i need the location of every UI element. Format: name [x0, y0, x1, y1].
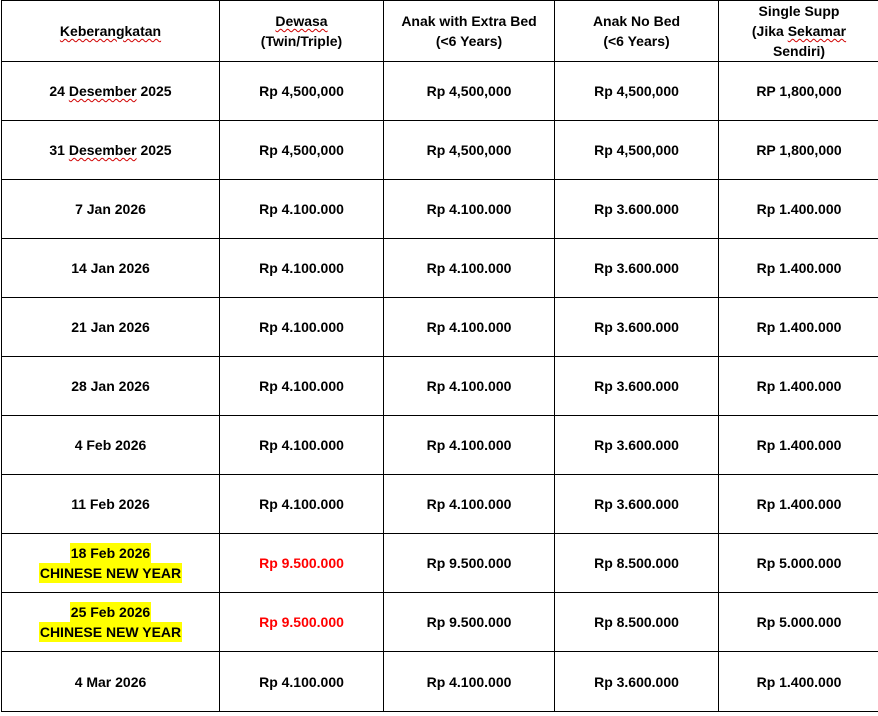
price-table: [1, 0, 878, 712]
departure-cell: 11 Feb 2026: [2, 475, 220, 534]
table-row: [2, 652, 878, 712]
child-no-bed-price-cell: Rp 3.600.000: [555, 475, 719, 534]
child-no-bed-price-cell: Rp 4,500,000: [555, 62, 719, 121]
holiday-note-highlight: CHINESE NEW YEAR: [39, 624, 182, 640]
table-row: [2, 475, 878, 534]
header-row: [2, 1, 878, 62]
departure-month: Desember: [68, 142, 137, 158]
departure-day: 31: [49, 142, 69, 158]
child-extra-bed-price-cell: Rp 4.100.000: [384, 357, 555, 416]
child-extra-bed-price-cell: Rp 9.500.000: [384, 534, 555, 593]
departure-year: 2025: [136, 142, 172, 158]
adult-price-cell: Rp 4,500,000: [220, 121, 384, 180]
child-extra-bed-price-cell: Rp 4.100.000: [384, 239, 555, 298]
child-extra-bed-price-cell: Rp 4.100.000: [384, 416, 555, 475]
adult-price-cell: Rp 4.100.000: [220, 652, 384, 712]
header-single-line2a: (Jika: [751, 23, 788, 39]
adult-price-cell: Rp 4.100.000: [220, 298, 384, 357]
holiday-note-highlight: CHINESE NEW YEAR: [39, 565, 182, 581]
header-adult-line2: (Twin/Triple): [260, 33, 343, 49]
adult-price-cell: Rp 4,500,000: [220, 62, 384, 121]
header-adult-line1: Dewasa: [275, 13, 328, 29]
header-child-extra-line2: (<6 Years): [435, 33, 503, 49]
departure-cell: 21 Jan 2026: [2, 298, 220, 357]
departure-cell: 7 Jan 2026: [2, 180, 220, 239]
adult-price-cell: Rp 4.100.000: [220, 475, 384, 534]
single-supp-price-cell: Rp 1.400.000: [719, 180, 878, 239]
child-no-bed-price-cell: Rp 3.600.000: [555, 416, 719, 475]
child-no-bed-price-cell: Rp 3.600.000: [555, 357, 719, 416]
child-no-bed-price-cell: Rp 3.600.000: [555, 239, 719, 298]
child-extra-bed-price-cell: Rp 9.500.000: [384, 593, 555, 652]
header-child-extra-bed: [384, 1, 555, 62]
header-single-line3: Sendiri): [772, 43, 826, 59]
header-single-supplement: [719, 1, 878, 62]
table-row: [2, 180, 878, 239]
adult-price-cell-special: Rp 9.500.000: [220, 534, 384, 593]
table-row: [2, 416, 878, 475]
single-supp-price-cell: Rp 5.000.000: [719, 534, 878, 593]
header-child-nobed-line2: (<6 Years): [603, 33, 670, 49]
departure-day: 24: [49, 83, 69, 99]
adult-price-cell: Rp 4.100.000: [220, 416, 384, 475]
single-supp-price-cell: Rp 1.400.000: [719, 652, 878, 712]
child-extra-bed-price-cell: Rp 4,500,000: [384, 62, 555, 121]
departure-year: 2025: [136, 83, 172, 99]
child-no-bed-price-cell: Rp 3.600.000: [555, 652, 719, 712]
departure-cell: [2, 534, 220, 593]
departure-cell: 4 Mar 2026: [2, 652, 220, 712]
table-row: [2, 298, 878, 357]
child-extra-bed-price-cell: Rp 4.100.000: [384, 180, 555, 239]
child-extra-bed-price-cell: Rp 4,500,000: [384, 121, 555, 180]
single-supp-price-cell: Rp 1.400.000: [719, 298, 878, 357]
single-supp-price-cell: Rp 1.400.000: [719, 357, 878, 416]
header-child-nobed-line1: Anak No Bed: [592, 13, 681, 29]
single-supp-price-cell: RP 1,800,000: [719, 62, 878, 121]
table-row-highlighted: [2, 593, 878, 652]
table-row: [2, 239, 878, 298]
single-supp-price-cell: Rp 1.400.000: [719, 416, 878, 475]
departure-date-highlight: 18 Feb 2026: [70, 545, 151, 561]
single-supp-price-cell: Rp 1.400.000: [719, 475, 878, 534]
departure-cell: 28 Jan 2026: [2, 357, 220, 416]
departure-cell: [2, 593, 220, 652]
departure-month: Desember: [68, 83, 137, 99]
departure-cell: 14 Jan 2026: [2, 239, 220, 298]
child-extra-bed-price-cell: Rp 4.100.000: [384, 475, 555, 534]
header-child-extra-line1: Anak with Extra Bed: [401, 13, 537, 29]
child-extra-bed-price-cell: Rp 4.100.000: [384, 652, 555, 712]
header-departure: [2, 1, 220, 62]
header-adult: [220, 1, 384, 62]
single-supp-price-cell: RP 1,800,000: [719, 121, 878, 180]
single-supp-price-cell: Rp 1.400.000: [719, 239, 878, 298]
departure-cell: [2, 62, 220, 121]
table-row: [2, 121, 878, 180]
child-no-bed-price-cell: Rp 3.600.000: [555, 180, 719, 239]
departure-cell: 4 Feb 2026: [2, 416, 220, 475]
table-row-highlighted: [2, 534, 878, 593]
header-child-no-bed: [555, 1, 719, 62]
header-single-line1: Single Supp: [758, 3, 840, 19]
child-no-bed-price-cell: Rp 8.500.000: [555, 534, 719, 593]
adult-price-cell-special: Rp 9.500.000: [220, 593, 384, 652]
child-no-bed-price-cell: Rp 4,500,000: [555, 121, 719, 180]
child-no-bed-price-cell: Rp 8.500.000: [555, 593, 719, 652]
single-supp-price-cell: Rp 5.000.000: [719, 593, 878, 652]
departure-cell: [2, 121, 220, 180]
header-single-line2b: Sekamar: [787, 23, 847, 39]
child-no-bed-price-cell: Rp 3.600.000: [555, 298, 719, 357]
child-extra-bed-price-cell: Rp 4.100.000: [384, 298, 555, 357]
header-departure-label: Keberangkatan: [59, 23, 162, 39]
departure-date-highlight: 25 Feb 2026: [70, 604, 151, 620]
adult-price-cell: Rp 4.100.000: [220, 239, 384, 298]
adult-price-cell: Rp 4.100.000: [220, 180, 384, 239]
adult-price-cell: Rp 4.100.000: [220, 357, 384, 416]
table-row: [2, 62, 878, 121]
table-row: [2, 357, 878, 416]
